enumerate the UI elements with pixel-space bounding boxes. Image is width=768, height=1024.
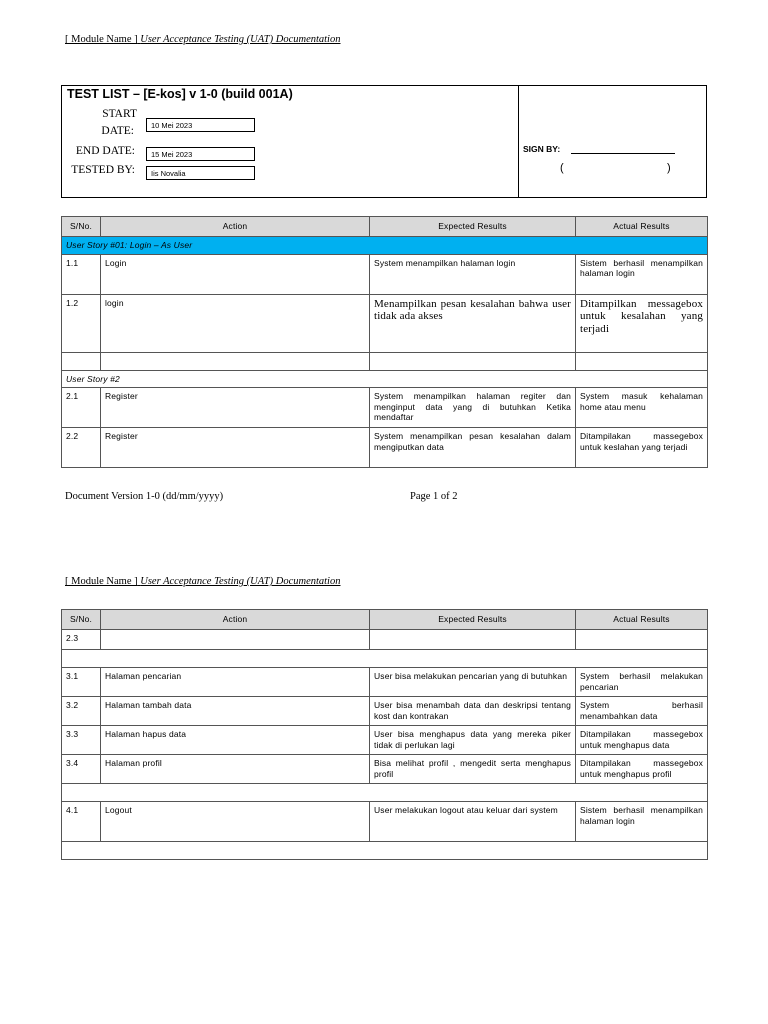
- header-divider: [518, 86, 519, 197]
- module-header: [65, 34, 340, 45]
- row-action: Login: [101, 254, 370, 294]
- row-expected: User bisa menambah data dan deskripsi tentang kost dan kontrakan: [370, 697, 576, 726]
- table-header-row: [62, 610, 708, 630]
- row-actual: Ditampilkan messagebox untuk kesalahan yang terjadi: [576, 294, 708, 352]
- col-actual: Actual Results: [576, 610, 708, 630]
- module-title: User Acceptance Testing (UAT) Documentation: [140, 576, 341, 587]
- table-row: [62, 755, 708, 784]
- start-label: START: [102, 108, 137, 120]
- empty-row: [62, 842, 708, 860]
- table-row: [62, 630, 708, 650]
- row-actual: Ditampilakan massegebox untuk menghapus profil: [576, 755, 708, 784]
- user-story-1: User Story #01: Login – As User: [62, 237, 708, 255]
- empty-row: [62, 784, 708, 802]
- row-expected: User bisa menghapus data yang mereka piker tidak di perlukan lagi: [370, 726, 576, 755]
- row-no: 4.1: [62, 802, 101, 842]
- row-action: Register: [101, 428, 370, 468]
- table-row: [62, 726, 708, 755]
- row-expected: System menampilkan halaman regiter dan menginput data yang di butuhkan Ketika mendaftar: [370, 388, 576, 428]
- module-prefix: [ Module Name ]: [65, 576, 138, 587]
- row-actual: System masuk kehalaman home atau menu: [576, 388, 708, 428]
- col-expected: Expected Results: [370, 610, 576, 630]
- table-row: [62, 668, 708, 697]
- row-actual: Ditampilakan massegebox untuk menghapus data: [576, 726, 708, 755]
- user-story-row: [62, 237, 708, 255]
- module-title: User Acceptance Testing (UAT) Documentation: [140, 34, 341, 45]
- row-expected: System menampilkan pesan kesalahan dalam mengiputkan data: [370, 428, 576, 468]
- table-row: [62, 294, 708, 352]
- row-action: Halaman pencarian: [101, 668, 370, 697]
- empty-row: [62, 650, 708, 668]
- row-actual: Ditampilakan massegebox untuk keslahan yang terjadi: [576, 428, 708, 468]
- test-list-title: TEST LIST – [E-kos] v 1-0 (build 001A): [67, 87, 293, 101]
- col-sno: S/No.: [62, 610, 101, 630]
- end-date-field[interactable]: 15 Mei 2023: [146, 147, 255, 161]
- table-row: [62, 428, 708, 468]
- signature-line[interactable]: [571, 153, 675, 154]
- row-action: Halaman hapus data: [101, 726, 370, 755]
- row-no: 2.2: [62, 428, 101, 468]
- col-expected: Expected Results: [370, 217, 576, 237]
- table-row: [62, 802, 708, 842]
- row-expected: System menampilkan halaman login: [370, 254, 576, 294]
- row-no: 2.3: [62, 630, 101, 650]
- user-story-row: [62, 370, 708, 388]
- user-story-2: User Story #2: [62, 370, 708, 388]
- end-date-label: END DATE:: [75, 145, 135, 157]
- tested-by-field[interactable]: Iis Novalia: [146, 166, 255, 180]
- row-no: 3.2: [62, 697, 101, 726]
- date-label: DATE:: [101, 125, 134, 137]
- row-no: 3.3: [62, 726, 101, 755]
- table-row: [62, 697, 708, 726]
- test-table-page2: [61, 609, 708, 860]
- row-expected: User melakukan logout atau keluar dari system: [370, 802, 576, 842]
- row-expected: User bisa melakukan pencarian yang di butuhkan: [370, 668, 576, 697]
- row-actual: System berhasil menambahkan data: [576, 697, 708, 726]
- module-header-page2: [65, 576, 340, 587]
- row-no: 1.1: [62, 254, 101, 294]
- row-action: Halaman profil: [101, 755, 370, 784]
- table-row: [62, 388, 708, 428]
- row-action: login: [101, 294, 370, 352]
- paren-close: ): [667, 162, 671, 174]
- sign-by-label: SIGN BY:: [523, 144, 561, 154]
- table-header-row: [62, 217, 708, 237]
- row-expected: Bisa melihat profil , mengedit serta menghapus profil: [370, 755, 576, 784]
- row-action: Register: [101, 388, 370, 428]
- row-no: 1.2: [62, 294, 101, 352]
- document-version: Document Version 1-0 (dd/mm/yyyy): [65, 491, 224, 502]
- row-actual: Sistem berhasil menampilkan halaman login: [576, 254, 708, 294]
- row-expected: Menampilkan pesan kesalahan bahwa user tidak ada akses: [370, 294, 576, 352]
- paren-open: (: [560, 162, 564, 174]
- tested-by-label: TESTED BY:: [71, 164, 135, 176]
- row-actual: System berhasil melakukan pencarian: [576, 668, 708, 697]
- start-date-field[interactable]: 10 Mei 2023: [146, 118, 255, 132]
- page-number: Page 1 of 2: [410, 491, 458, 502]
- row-no: 3.1: [62, 668, 101, 697]
- col-action: Action: [101, 217, 370, 237]
- row-actual: Sistem berhasil menampilkan halaman login: [576, 802, 708, 842]
- table-row: [62, 254, 708, 294]
- row-action: Halaman tambah data: [101, 697, 370, 726]
- row-action: Logout: [101, 802, 370, 842]
- col-actual: Actual Results: [576, 217, 708, 237]
- col-action: Action: [101, 610, 370, 630]
- row-no: 3.4: [62, 755, 101, 784]
- empty-row: [62, 352, 708, 370]
- test-table-page1: [61, 216, 708, 468]
- test-list-header-box: [61, 85, 707, 198]
- row-no: 2.1: [62, 388, 101, 428]
- col-sno: S/No.: [62, 217, 101, 237]
- module-prefix: [ Module Name ]: [65, 34, 138, 45]
